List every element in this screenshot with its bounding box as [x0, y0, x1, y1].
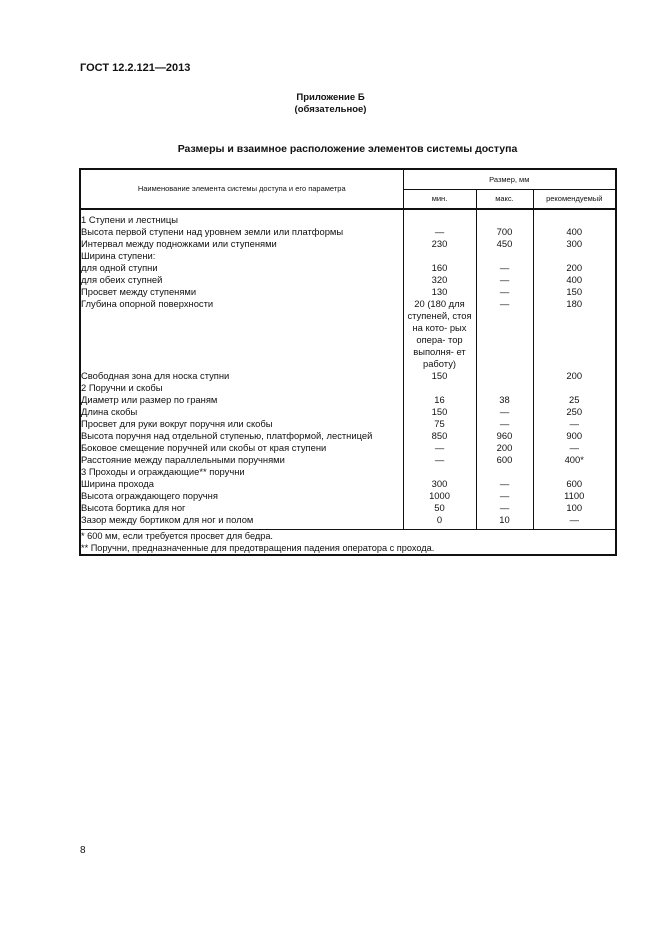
row-min	[403, 466, 476, 478]
row-name: Свободная зона для носка ступни	[80, 370, 403, 382]
row-min: —	[403, 454, 476, 466]
table-row	[80, 490, 616, 502]
row-name: Интервал между подножками или ступенями	[80, 238, 403, 250]
row-name: Высота первой ступени над уровнем земли или платформы	[80, 226, 403, 238]
header-size: Размер, мм	[403, 169, 616, 190]
table-row	[80, 250, 616, 262]
row-min: 150	[403, 406, 476, 418]
row-name: для обеих ступней	[80, 274, 403, 286]
table-row	[80, 274, 616, 286]
row-name: 3 Проходы и ограждающие** поручни	[80, 466, 403, 478]
row-min: 300	[403, 478, 476, 490]
table-row	[80, 262, 616, 274]
table-row	[80, 442, 616, 454]
row-name: Высота бортика для ног	[80, 502, 403, 514]
table-row	[80, 406, 616, 418]
table-row	[80, 394, 616, 406]
table-row	[80, 478, 616, 490]
row-recommended: 200	[533, 262, 616, 274]
row-name: Ширина ступени:	[80, 250, 403, 262]
table-row	[80, 502, 616, 514]
row-recommended	[533, 250, 616, 262]
row-min: 230	[403, 238, 476, 250]
table-row	[80, 382, 616, 394]
row-recommended: 300	[533, 238, 616, 250]
row-name: Высота ограждающего поручня	[80, 490, 403, 502]
row-max: —	[476, 478, 533, 490]
table-row	[80, 466, 616, 478]
row-recommended: 250	[533, 406, 616, 418]
row-name: 2 Поручни и скобы	[80, 382, 403, 394]
row-recommended: —	[533, 442, 616, 454]
row-name: Расстояние между параллельными поручнями	[80, 454, 403, 466]
row-max: —	[476, 286, 533, 298]
row-max: —	[476, 502, 533, 514]
row-name: Диаметр или размер по граням	[80, 394, 403, 406]
row-recommended: 400*	[533, 454, 616, 466]
row-min: 160	[403, 262, 476, 274]
row-min	[403, 250, 476, 262]
row-max: —	[476, 406, 533, 418]
row-name: Просвет для руки вокруг поручня или скобы	[80, 418, 403, 430]
appendix-subtitle: (обязательное)	[294, 104, 367, 115]
row-min	[403, 209, 476, 226]
row-max: 38	[476, 394, 533, 406]
row-recommended: 900	[533, 430, 616, 442]
row-max: 960	[476, 430, 533, 442]
row-min: 16	[403, 394, 476, 406]
row-name: Высота поручня над отдельной ступенью, платформой, лестницей	[80, 430, 403, 442]
row-min: —	[403, 442, 476, 454]
row-recommended: —	[533, 514, 616, 530]
table-row	[80, 238, 616, 250]
row-max: 450	[476, 238, 533, 250]
row-recommended: 180	[533, 298, 616, 370]
row-max	[476, 382, 533, 394]
table-row	[80, 430, 616, 442]
row-max	[476, 370, 533, 382]
row-name: Ширина прохода	[80, 478, 403, 490]
row-recommended: 150	[533, 286, 616, 298]
header-min: мин.	[403, 190, 476, 210]
table-body	[80, 209, 616, 530]
table-row	[80, 209, 616, 226]
row-min	[403, 382, 476, 394]
row-min: 1000	[403, 490, 476, 502]
row-min: 150	[403, 370, 476, 382]
table-row	[80, 226, 616, 238]
row-recommended	[533, 209, 616, 226]
row-max	[476, 209, 533, 226]
row-min: 50	[403, 502, 476, 514]
table-title: Размеры и взаимное расположение элементов системы доступа	[177, 143, 518, 155]
row-max	[476, 250, 533, 262]
row-name: для одной ступни	[80, 262, 403, 274]
row-recommended	[533, 466, 616, 478]
dimensions-table	[79, 168, 617, 556]
row-name: Глубина опорной поверхности	[80, 298, 403, 370]
table-row	[80, 370, 616, 382]
row-recommended	[533, 382, 616, 394]
table-row	[80, 514, 616, 530]
row-min: 320	[403, 274, 476, 286]
row-recommended: —	[533, 418, 616, 430]
row-recommended: 100	[533, 502, 616, 514]
row-max: —	[476, 418, 533, 430]
row-max: 10	[476, 514, 533, 530]
row-max: 200	[476, 442, 533, 454]
table-row	[80, 286, 616, 298]
header-max: макс.	[476, 190, 533, 210]
appendix-title: Приложение Б	[296, 92, 365, 103]
row-name: 1 Ступени и лестницы	[80, 209, 403, 226]
row-max: —	[476, 490, 533, 502]
row-name: Просвет между ступенями	[80, 286, 403, 298]
page-number: 8	[80, 845, 86, 856]
row-max: 700	[476, 226, 533, 238]
row-max: 600	[476, 454, 533, 466]
row-recommended: 1100	[533, 490, 616, 502]
row-min: 0	[403, 514, 476, 530]
note-1: * 600 мм, если требуется просвет для бедра.	[81, 531, 273, 541]
row-max: —	[476, 274, 533, 286]
table-row	[80, 418, 616, 430]
row-min: 850	[403, 430, 476, 442]
row-recommended: 200	[533, 370, 616, 382]
row-name: Зазор между бортиком для ног и полом	[80, 514, 403, 530]
table-notes	[80, 530, 616, 556]
note-2: ** Поручни, предназначенные для предотвращения падения оператора с прохода.	[81, 543, 435, 553]
row-name: Длина скобы	[80, 406, 403, 418]
row-recommended: 400	[533, 274, 616, 286]
row-min: 75	[403, 418, 476, 430]
row-recommended: 25	[533, 394, 616, 406]
document-header: ГОСТ 12.2.121—2013	[80, 62, 191, 74]
row-max: —	[476, 262, 533, 274]
row-recommended: 400	[533, 226, 616, 238]
row-name: Боковое смещение поручней или скобы от края ступени	[80, 442, 403, 454]
row-recommended: 600	[533, 478, 616, 490]
table-row	[80, 454, 616, 466]
row-min: —	[403, 226, 476, 238]
row-min: 20 (180 для ступеней, стоя на кото- рых опера- тор выполня- ет работу)	[403, 298, 476, 370]
row-max: —	[476, 298, 533, 370]
row-min: 130	[403, 286, 476, 298]
header-name: Наименование элемента системы доступа и его параметра	[80, 169, 403, 209]
row-max	[476, 466, 533, 478]
table-row	[80, 298, 616, 370]
header-recommended: рекомендуемый	[533, 190, 616, 210]
